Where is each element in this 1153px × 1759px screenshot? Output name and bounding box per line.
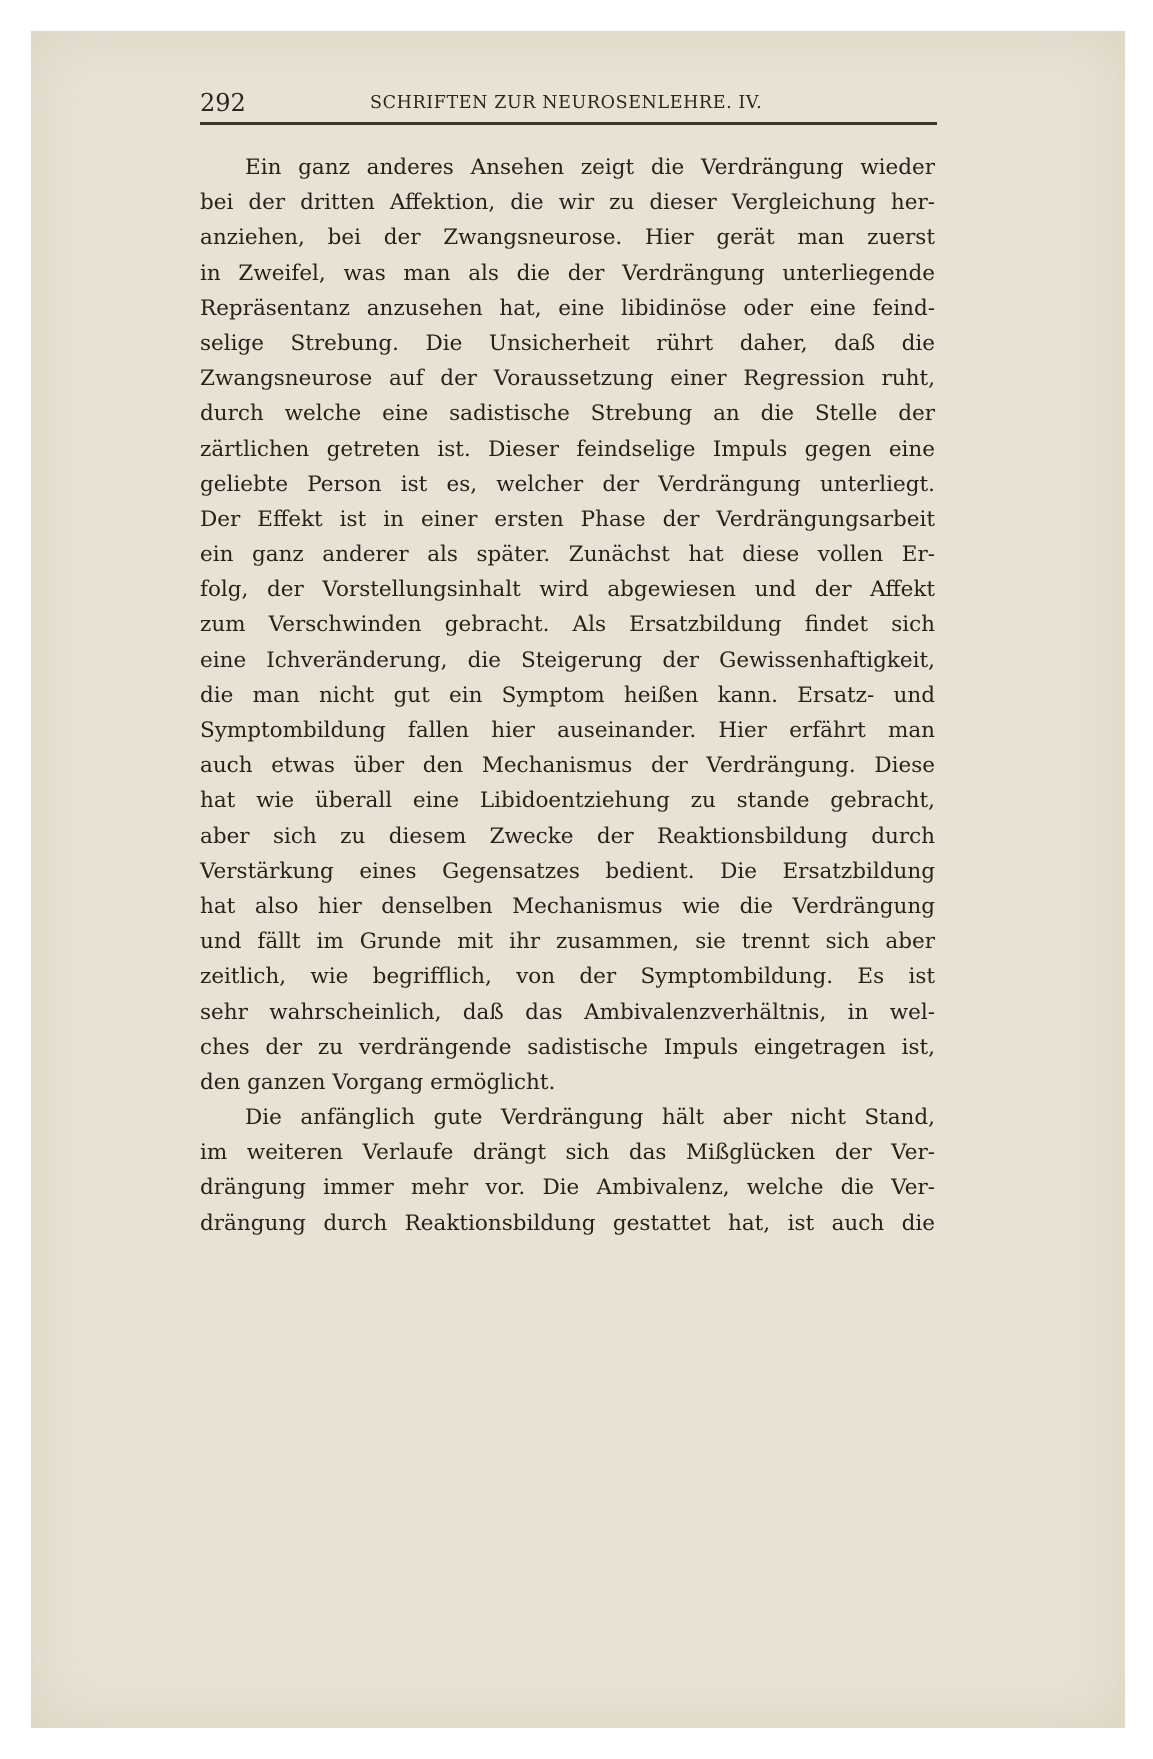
text-line: hat also hier denselben Mechanismus wie die Verdrängung — [200, 893, 935, 919]
text-line: drängung immer mehr vor. Die Ambivalenz, welche die Ver- — [200, 1175, 935, 1201]
text-line: Verstärkung eines Gegensatzes bedient. Die Ersatzbildung — [200, 858, 935, 884]
text-line: den ganzen Vorgang ermöglicht. — [200, 1069, 556, 1095]
text-line: geliebte Person ist es, welcher der Verdrängung unterliegt. — [200, 471, 935, 497]
body-text — [200, 150, 935, 1241]
text-line: selige Strebung. Die Unsicherheit rührt daher, daß die — [200, 330, 935, 356]
text-line: folg, der Vorstellungsinhalt wird abgewiesen und der Affekt — [200, 577, 935, 603]
text-line: bei der dritten Affektion, die wir zu dieser Vergleichung her- — [200, 190, 935, 216]
text-line: zum Verschwinden gebracht. Als Ersatzbildung findet sich — [200, 612, 935, 638]
text-line: Symptombildung fallen hier auseinander. Hier erfährt man — [200, 718, 935, 743]
text-line: ches der zu verdrängende sadistische Impuls eingetragen ist, — [200, 1034, 935, 1060]
text-line: zärtlichen getreten ist. Dieser feindselige Impuls gegen eine — [200, 436, 935, 462]
text-line: auch etwas über den Mechanismus der Verdrängung. Diese — [200, 753, 935, 779]
header-rule — [200, 122, 937, 125]
paragraph — [200, 150, 935, 1100]
text-line: drängung durch Reaktionsbildung gestattet hat, ist auch die — [200, 1210, 935, 1236]
page-header — [200, 86, 937, 120]
text-line: Repräsentanz anzusehen hat, eine libidinöse oder eine feind- — [200, 295, 935, 321]
text-line: durch welche eine sadistische Strebung an die Stelle der — [200, 401, 935, 427]
text-line: und fällt im Grunde mit ihr zusammen, sie trennt sich aber — [200, 929, 935, 955]
paragraph — [200, 1100, 935, 1241]
text-line: im weiteren Verlaufe drängt sich das Mißglücken der Ver- — [200, 1140, 935, 1166]
text-line: zeitlich, wie begrifflich, von der Symptombildung. Es ist — [200, 964, 935, 990]
text-line: anziehen, bei der Zwangsneurose. Hier gerät man zuerst — [200, 225, 935, 251]
text-line: die man nicht gut ein Symptom heißen kann. Ersatz- und — [200, 682, 935, 708]
text-line: Ein ganz anderes Ansehen zeigt die Verdrängung wieder — [245, 155, 935, 180]
text-line: Die anfänglich gute Verdrängung hält aber nicht Stand, — [245, 1105, 935, 1131]
running-title: SCHRIFTEN ZUR NEUROSENLEHRE. IV. — [370, 93, 763, 113]
text-line: ein ganz anderer als später. Zunächst hat diese vollen Er- — [200, 542, 935, 568]
text-line: Der Effekt ist in einer ersten Phase der Verdrängungsarbeit — [200, 506, 935, 532]
text-line: sehr wahrscheinlich, daß das Ambivalenzverhältnis, in wel- — [200, 999, 935, 1025]
text-line: hat wie überall eine Libidoentziehung zu stande gebracht, — [200, 788, 935, 814]
text-line: Zwangsneurose auf der Voraussetzung einer Regression ruht, — [200, 366, 935, 392]
text-line: aber sich zu diesem Zwecke der Reaktionsbildung durch — [200, 823, 935, 849]
text-line: in Zweifel, was man als die der Verdrängung unterliegende — [200, 260, 935, 286]
text-line: eine Ichveränderung, die Steigerung der Gewissenhaftigkeit, — [200, 647, 935, 673]
page-number: 292 — [200, 89, 246, 117]
